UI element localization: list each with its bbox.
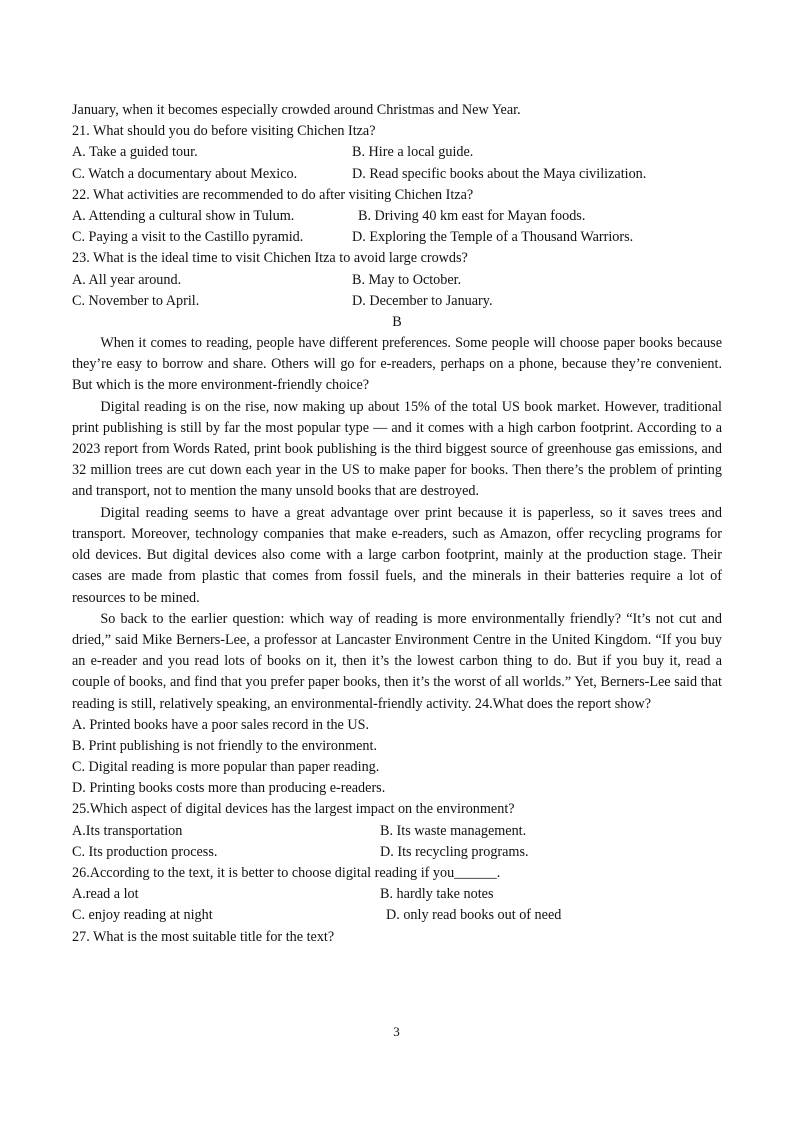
question-23-stem: 23. What is the ideal time to visit Chichen Itza to avoid large crowds? — [72, 250, 468, 267]
q23-option-d: D. December to January. — [352, 292, 493, 309]
q21-option-a: A. Take a guided tour. — [72, 144, 198, 161]
q24-option-a: A. Printed books have a poor sales record in the US. — [72, 716, 370, 733]
question-25-options-row2 — [72, 842, 722, 863]
q21-option-c: C. Watch a documentary about Mexico. — [72, 165, 298, 182]
q24-option-b: B. Print publishing is not friendly to the environment. — [72, 737, 378, 754]
q23-option-a: A. All year around. — [72, 271, 182, 288]
question-23-options-row1 — [72, 270, 722, 291]
q25-option-d: D. Its recycling programs. — [380, 843, 529, 860]
document-page — [72, 100, 722, 948]
question-22-options-row2 — [72, 227, 722, 248]
passage-paragraph-2: Digital reading is on the rise, now making up about 15% of the total US book market. However, traditional print publishing is still by far the most popular type — and it comes with a high carbon footprint. According to a 2023 report from Words Rated, print book publishing is the third biggest source of greenhouse gas emissions, and 32 million trees are cut down each year in the US to make paper for books. Then there’s the problem of printing and transport, not to mention the many unsold books that are destroyed. — [72, 398, 722, 500]
q22-option-c: C. Paying a visit to the Castillo pyramid. — [72, 229, 304, 246]
q24-option-c: C. Digital reading is more popular than paper reading. — [72, 759, 380, 776]
question-21-options-row1 — [72, 142, 722, 163]
question-21-options-row2 — [72, 164, 722, 185]
q23-option-c: C. November to April. — [72, 292, 200, 309]
section-heading-b: B — [392, 313, 402, 330]
q26-option-c: C. enjoy reading at night — [72, 907, 213, 924]
passage-paragraph-1: When it comes to reading, people have different preferences. Some people will choose paper books because they’re easy to borrow and share. Others will go for e-readers, perhaps on a phone, because they’re convenient. But which is the more environment-friendly choice? — [72, 335, 722, 394]
question-25-options-row1 — [72, 821, 722, 842]
q22-option-b: B. Driving 40 km east for Mayan foods. — [358, 207, 586, 224]
passage-paragraph-3: Digital reading seems to have a great advantage over print because it is paperless, so it saves trees and transport. Moreover, technology companies that make e-readers, such as Amazon, offer recycling programs for old devices. But digital devices also come with a large carbon footprint, mainly at the production stage. Their cases are made from plastic that comes from fossil fuels, and the minerals in their batteries require a lot of resources to be mined. — [72, 504, 722, 606]
q25-option-b: B. Its waste management. — [380, 822, 527, 839]
continuation-line: January, when it becomes especially crowded around Christmas and New Year. — [72, 102, 521, 118]
question-25-stem: 25.Which aspect of digital devices has the largest impact on the environment? — [72, 801, 515, 818]
question-22-options-row1 — [72, 206, 722, 227]
question-26-options-row2 — [72, 905, 722, 926]
passage-paragraph-4 — [72, 609, 722, 715]
question-21-stem: 21. What should you do before visiting Chichen Itza? — [72, 123, 376, 140]
question-27-stem: 27. What is the most suitable title for the text? — [72, 928, 335, 945]
page-number: 3 — [393, 1024, 400, 1039]
question-26-stem: 26.According to the text, it is better to choose digital reading if you______. — [72, 865, 501, 882]
q23-option-b: B. May to October. — [352, 271, 462, 288]
q26-option-d: D. only read books out of need — [386, 907, 562, 924]
q26-option-a: A.read a lot — [72, 886, 139, 903]
question-22-stem: 22. What activities are recommended to do after visiting Chichen Itza? — [72, 186, 474, 203]
q25-option-a: A.Its transportation — [72, 822, 183, 839]
question-26-options-row1 — [72, 884, 722, 905]
q24-option-d: D. Printing books costs more than producing e-readers. — [72, 780, 386, 797]
passage-paragraph-4-text: So back to the earlier question: which way of reading is more environmentally friendly? “It’s not cut and dried,” said Mike Berners-Lee, a professor at Lancaster Environment Centre in the United Kingdom. “If you buy an e-reader and you read lots of books on it, then it’s the lowest carbon thing to do. But if you buy it, read a couple of books, and find that you prefer paper books, then it’s the worst of all worlds.” Yet, Berners-Lee said that reading is still, relatively speaking, an environmental-friendly activity. — [72, 610, 722, 712]
q21-option-d: D. Read specific books about the Maya civilization. — [352, 165, 647, 182]
q25-option-c: C. Its production process. — [72, 843, 218, 860]
q22-option-a: A. Attending a cultural show in Tulum. — [72, 207, 295, 224]
q22-option-d: D. Exploring the Temple of a Thousand Warriors. — [352, 229, 634, 246]
q26-option-b: B. hardly take notes — [380, 886, 494, 903]
q21-option-b: B. Hire a local guide. — [352, 144, 474, 161]
question-23-options-row2 — [72, 291, 722, 312]
question-24-stem: 24.What does the report show? — [474, 695, 652, 712]
